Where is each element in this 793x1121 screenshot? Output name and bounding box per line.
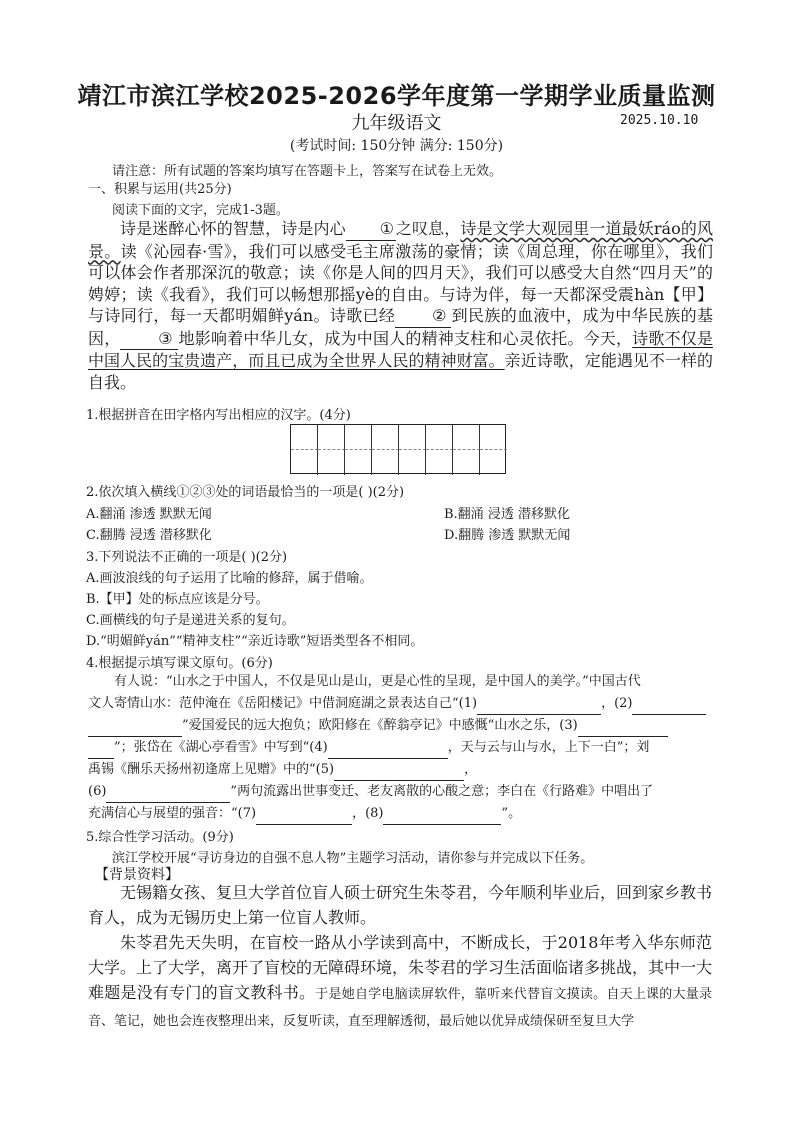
- underlined-sentence: 诗歌不仅是中国人民的宝贵遗产，而且已成为全世界人民的精神财富。: [88, 328, 713, 370]
- q4-text: ，(2): [601, 696, 633, 711]
- q4-text: 禹锡《酬乐天扬州初逢席上见赠》中的“(5): [88, 762, 335, 777]
- passage-text: 诗是迷醉心怀的智慧，诗是内心: [120, 219, 346, 238]
- passage-text: 读《沁园春·雪》，我们可以感受毛主席激荡的豪情；读《周总理，你在哪里》，我们可以体会作者那深沉的敬意；读《你是人间的四月天》，我们可以感受大自然“四月天”的娉婷；读《我看》，我们可以畅想那摇yè的自由。与诗为伴，每一天都深受震hàn【甲】与诗同行，每一天都明媚鲜yán。诗歌已经: [88, 241, 713, 325]
- exam-date: 2025.10.10: [620, 113, 699, 128]
- q4-line: [88, 782, 712, 803]
- background-label: 【背景资料】: [95, 867, 179, 883]
- q4-text: ”；张岱在《湖心亭看雪》中写到“(4): [114, 740, 328, 755]
- wavy-sentence: 诗是文学大观园里一道最妖ráo的风景。: [88, 219, 713, 261]
- option-b: B.翻涌 浸透 潜移默化: [444, 507, 570, 522]
- exam-info: (考试时间: 150分钟 满分: 150分): [289, 138, 504, 154]
- q4-text: ”爱国爱民的远大抱负；欧阳修在《醉翁亭记》中感慨“山水之乐，(3): [182, 718, 578, 733]
- reading-passage: [88, 218, 713, 393]
- background-paragraph: [88, 930, 712, 1034]
- q4-line: [88, 738, 712, 759]
- question-4: 4.根据提示填写课文原句。(6分): [86, 656, 273, 671]
- option-d: D.翻腾 渗透 默默无闻: [444, 528, 571, 543]
- passage-text: 之叹息，: [395, 219, 461, 238]
- q4-text: 文人寄情山水：范仲淹在《岳阳楼记》中借洞庭湖之景表达自己“(1): [88, 696, 478, 711]
- question-5: 5.综合性学习活动。(9分): [86, 830, 234, 845]
- passage-text: 亲近诗歌，定能遇见不一样的自我。: [88, 351, 713, 392]
- q4-line: [88, 694, 712, 715]
- passage-text: 到民族的血液中，成为中华民族的基因，: [88, 306, 713, 348]
- character-grid: [290, 424, 506, 474]
- question-2: 2.依次填入横线①②③处的词语最恰当的一项是( )(2分): [86, 485, 405, 500]
- option-c: C.画横线的句子是递进关系的复句。: [86, 613, 295, 628]
- q4-line: 有人说：“山水之于中国人，不仅是见山是山，更是心性的呈现，是中国人的美学。”中国古代: [114, 674, 641, 689]
- option-a: A.翻涌 渗透 默默无闻: [86, 507, 212, 522]
- exam-notice: 请注意：所有试题的答案均填写在答题卡上，答案写在试卷上无效。: [112, 164, 503, 179]
- q4-text: (6): [88, 784, 107, 799]
- exam-subject: 九年级语文: [351, 113, 442, 134]
- q4-text: ，(8): [352, 806, 384, 821]
- option-a: A.画波浪线的句子运用了比喻的修辞，属于借喻。: [86, 571, 373, 586]
- q4-text: ，: [464, 762, 478, 777]
- blank-3: ③: [120, 328, 178, 351]
- question-1: 1.根据拼音在田字格内写出相应的汉字。(4分): [86, 408, 351, 423]
- q4-text: ”两句流露出世事变迁、老友离散的心酸之意；李白在《行路难》中唱出了: [230, 784, 654, 799]
- bg-text: 朱苓君先天失明，在盲校一路从小学读到高中，不断成长，于2018年考入华东师范大学。上了大学，离开了盲校的无障碍环境，朱苓君的学习生活面临诸多挑战，其中一大难题是没有专门的盲文教科书。: [88, 933, 713, 1002]
- q4-line: [88, 760, 712, 781]
- bg-text-small: 于是她自学电脑读屏软件，靠听来代替盲文摸读。自天上课的大量录音、笔记，她也会连夜整理出来，反复听读，直至理解透彻，最后她以优异成绩保研至复旦大学: [88, 987, 712, 1029]
- q4-line: [88, 716, 712, 737]
- background-paragraph: 无锡籍女孩、复旦大学首位盲人硕士研究生朱苓君，今年顺利毕业后，回到家乡教书育人，成为无锡历史上第一位盲人教师。: [88, 883, 713, 927]
- passage-text: 地影响着中华儿女，成为中国人的精神支柱和心灵依托。今天，: [178, 328, 633, 348]
- page-title: 靖江市滨江学校2025-2026学年度第一学期学业质量监测: [77, 82, 716, 110]
- q4-text: ”。: [501, 806, 522, 821]
- option-c: C.翻腾 浸透 潜移默化: [86, 528, 212, 543]
- q5-task: 滨江学校开展“寻访身边的自强不息人物”主题学习活动，请你参与并完成以下任务。: [112, 851, 594, 866]
- q4-text: 充满信心与展望的强音：“(7): [88, 806, 257, 821]
- section-heading: 一、积累与运用(共25分): [88, 182, 232, 197]
- option-d: D.“明媚鲜yán”“精神支柱”“亲近诗歌”短语类型各不相同。: [86, 634, 424, 649]
- question-3: 3.下列说法不正确的一项是( )(2分): [86, 550, 288, 565]
- blank-2: ②: [395, 305, 451, 328]
- section-intro: 阅读下面的文字，完成1-3题。: [112, 203, 289, 218]
- q4-text: ，天与云与山与水，上下一白”；刘: [447, 740, 650, 755]
- blank-1: ①: [346, 218, 396, 241]
- q4-line: [88, 804, 712, 825]
- option-b: B.【甲】处的标点应该是分号。: [86, 592, 269, 607]
